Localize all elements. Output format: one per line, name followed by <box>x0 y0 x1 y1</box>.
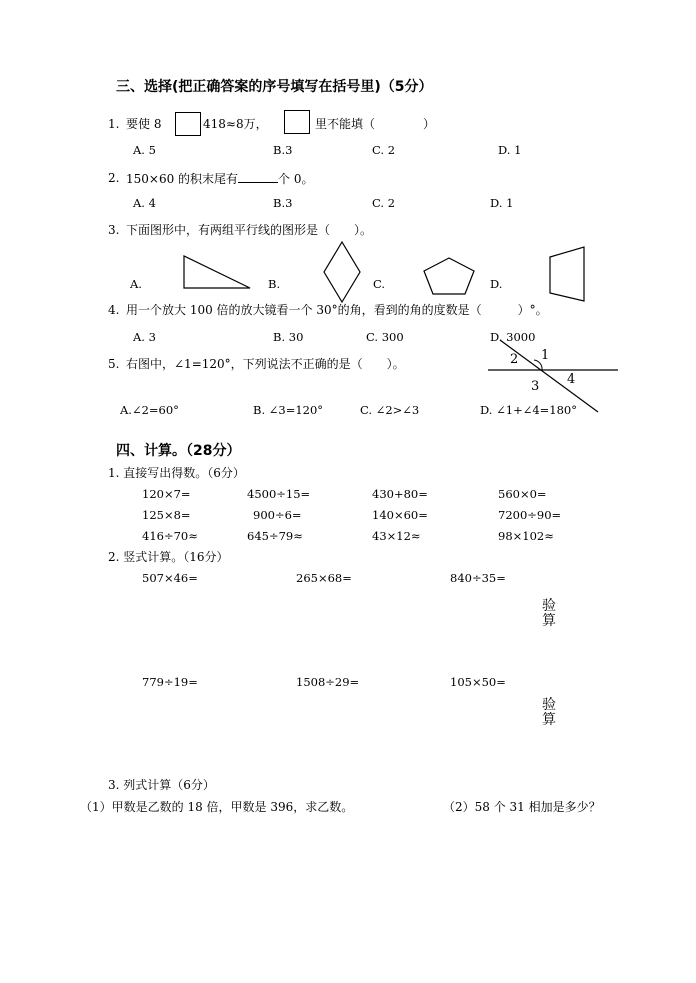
pentagon-shape <box>422 256 476 296</box>
oral-calc-r2c3: 140×60= <box>372 508 428 522</box>
oral-calc-r2c4: 7200÷90= <box>498 508 562 522</box>
q5-option-a[interactable]: A.∠2=60° <box>120 403 179 417</box>
q5-question: 右图中，∠1=120°，下列说法不正确的是（ ）。 <box>126 357 405 371</box>
q2-option-b[interactable]: B.3 <box>273 196 293 210</box>
triangle-shape <box>182 254 252 290</box>
q3-question: 下面图形中，有两组平行线的图形是（ ）。 <box>126 223 373 237</box>
check-label-1: 验算 <box>542 598 556 629</box>
part3-title: 3. 列式计算（6分） <box>108 778 215 792</box>
q3-number: 3. <box>108 223 120 237</box>
vertical-calc-1: 507×46= <box>142 571 198 585</box>
q4-option-d[interactable]: D. 3000 <box>490 330 536 344</box>
q4-number: 4. <box>108 303 120 317</box>
vertical-calc-5: 1508÷29= <box>296 675 360 689</box>
q2-option-c[interactable]: C. 2 <box>372 196 396 210</box>
vertical-calc-3: 840÷35= <box>450 571 506 585</box>
angle-label-4: 4 <box>567 372 576 387</box>
q1-answer-box-1[interactable] <box>175 112 201 136</box>
q3-option-d[interactable]: D. <box>490 277 503 291</box>
q5-option-b[interactable]: B. ∠3=120° <box>253 403 324 417</box>
q1-middle: 418≈8万， <box>203 117 268 131</box>
rhombus-shape <box>322 240 362 304</box>
q1-answer-box-2[interactable] <box>284 110 310 134</box>
oral-calc-r3c3: 43×12≈ <box>372 529 421 543</box>
part2-title: 2. 竖式计算。（16分） <box>108 550 229 564</box>
q2-option-a[interactable]: A. 4 <box>133 196 156 210</box>
vertical-calc-6: 105×50= <box>450 675 506 689</box>
oral-calc-r1c3: 430+80= <box>372 487 428 501</box>
angle-label-3: 3 <box>531 379 540 394</box>
word-problem-2: （2）58 个 31 相加是多少？ <box>443 800 601 814</box>
q4-option-b[interactable]: B. 30 <box>273 330 304 344</box>
oral-calc-r2c1: 125×8= <box>142 508 191 522</box>
q3-option-c[interactable]: C. <box>373 277 386 291</box>
q1-option-d[interactable]: D. 1 <box>498 143 522 157</box>
q1-number: 1. <box>108 117 120 131</box>
q3-option-b[interactable]: B. <box>268 277 281 291</box>
q5-option-c[interactable]: C. ∠2>∠3 <box>360 403 420 417</box>
section3-title: 三、选择(把正确答案的序号填写在括号里)（5分） <box>116 79 433 95</box>
q2-option-d[interactable]: D. 1 <box>490 196 514 210</box>
q1-option-a[interactable]: A. 5 <box>133 143 156 157</box>
q4-question: 用一个放大 100 倍的放大镜看一个 30°的角，看到的角的度数是（ ）°。 <box>126 303 548 317</box>
angle-label-2: 2 <box>510 352 519 367</box>
word-problem-1: （1）甲数是乙数的 18 倍，甲数是 396，求乙数。 <box>80 800 354 814</box>
angle-label-1: 1 <box>541 348 550 363</box>
q4-option-c[interactable]: C. 300 <box>366 330 404 344</box>
q5-number: 5. <box>108 357 120 371</box>
oral-calc-r1c1: 120×7= <box>142 487 191 501</box>
trapezoid-shape <box>548 245 588 303</box>
oral-calc-r1c4: 560×0= <box>498 487 547 501</box>
q2-suffix: 个 0。 <box>278 172 314 186</box>
section4-title: 四、计算。（28分） <box>116 443 241 459</box>
oral-calc-r2c2: 900÷6= <box>253 508 302 522</box>
q2-question <box>126 172 314 185</box>
q1-prefix: 要使 8 <box>126 117 162 131</box>
oral-calc-r3c2: 645÷79≈ <box>247 529 303 543</box>
part1-title: 1. 直接写出得数。（6分） <box>108 466 245 480</box>
check-label-2: 验算 <box>542 697 556 728</box>
q5-option-d[interactable]: D. ∠1+∠4=180° <box>480 403 577 417</box>
q2-answer-blank[interactable] <box>238 172 278 183</box>
q3-option-a[interactable]: A. <box>130 277 142 291</box>
q4-option-a[interactable]: A. 3 <box>133 330 156 344</box>
q1-option-b[interactable]: B.3 <box>273 143 293 157</box>
q2-prefix: 150×60 的积末尾有 <box>126 172 239 186</box>
q1-option-c[interactable]: C. 2 <box>372 143 396 157</box>
vertical-calc-4: 779÷19= <box>142 675 198 689</box>
vertical-calc-2: 265×68= <box>296 571 352 585</box>
oral-calc-r1c2: 4500÷15= <box>247 487 311 501</box>
q2-number: 2. <box>108 171 120 185</box>
oral-calc-r3c4: 98×102≈ <box>498 529 554 543</box>
oral-calc-r3c1: 416÷70≈ <box>142 529 198 543</box>
q1-suffix: 里不能填（ ） <box>315 117 436 131</box>
